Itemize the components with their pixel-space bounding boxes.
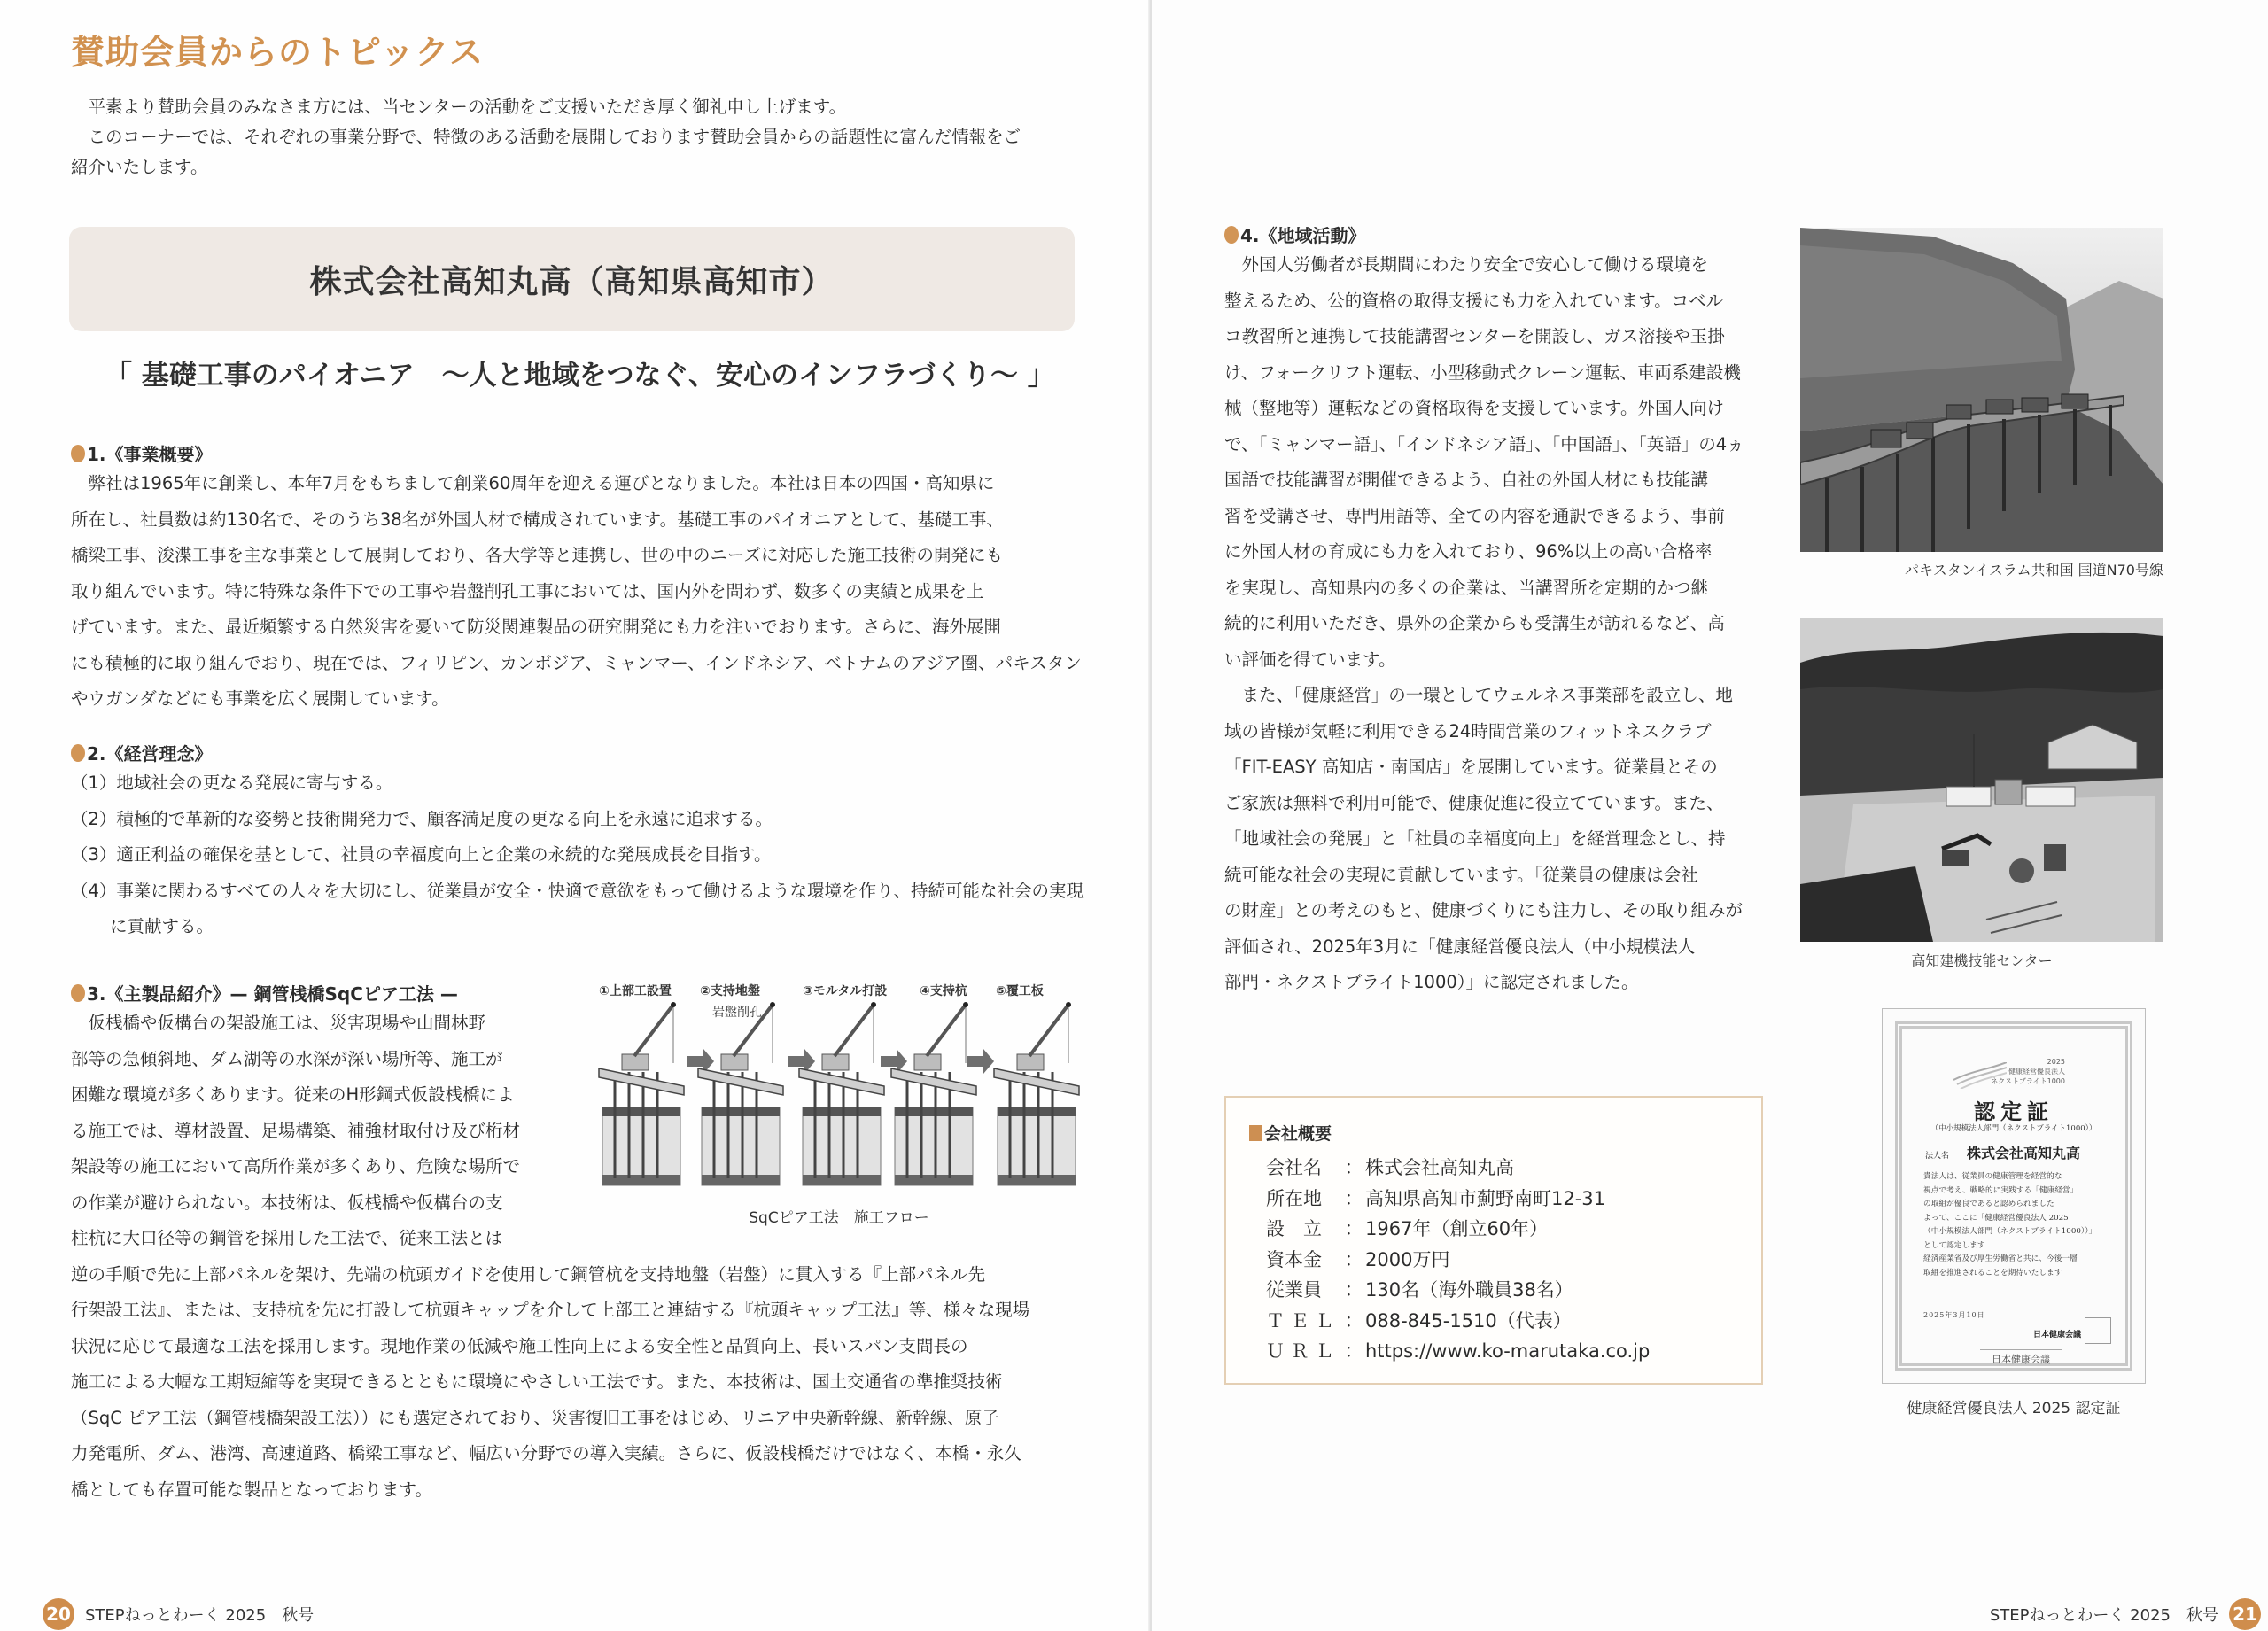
profile-value: 2000万円 [1365,1248,1450,1270]
logo-sub: ネクストブライト1000 [1991,1077,2065,1085]
body-line: 部等の急傾斜地、ダム湖等の水深が深い場所等、施工が [71,1048,503,1069]
flow-illustration-icon [595,1001,1083,1203]
body-line: 弊社は1965年に創業し、本年7月をもちまして創業60周年を迎える運びとなりました。本社は日本の四国・高知県に [88,473,995,493]
section-heading [71,740,1090,765]
company-banner [69,227,1075,331]
certificate-caption: 健康経営優良法人 2025 認定証 [1907,1400,2121,1417]
body-line: 状況に応じて最適な工法を採用します。現地作業の低減や施工性向上による安全性と品質向上、長いスパン支間長の [71,1335,968,1356]
profile-label: 設 立 [1266,1218,1322,1239]
body-line: げています。また、最近頻繁する自然災害を憂いて防災関連製品の研究開発にも力を注いでおります。さらに、海外展開 [71,617,1001,637]
profile-value: 株式会社高知丸高 [1365,1157,1514,1178]
body-line: 外国人労働者が長期間にわたり安全で安心して働ける環境を [1241,254,1709,275]
body-line: け、フォークリフト運転、小型移動式クレーン運転、車両系建設機 [1224,361,1741,383]
profile-row [1266,1245,1650,1276]
intro [71,92,1090,183]
profile-heading [1249,1121,1332,1145]
profile-value: 088-845-1510（代表） [1365,1309,1572,1332]
profile-list [1266,1153,1650,1367]
logo-title: 健康経営優良法人 [2008,1068,2065,1076]
certificate-date: 2025年3月10日 [1923,1311,1985,1319]
profile-colon: ： [1344,1218,1363,1239]
body-line: を実現し、高知県内の多くの企業は、当講習所を定期的かつ継 [1224,577,1709,598]
profile-row [1266,1184,1650,1215]
profile-row [1266,1214,1650,1245]
profile-colon: ： [1344,1248,1363,1270]
photo-caption: パキスタンイスラム共和国 国道N70号線 [1905,562,2163,579]
list-item: （3）適正利益の確保を基として、社員の幸福度向上と企業の永続的な発展成長を目指す。 [71,844,772,865]
profile-label: Ｕ Ｒ Ｌ [1266,1340,1334,1362]
company-name-heading: 株式会社高知丸高（高知県高知市） [309,263,835,300]
certificate-logo [1968,1057,2065,1086]
body-line: 施工による大幅な工期短縮等を実現できるとともに環境にやさしい工法です。また、本技術は、国土交通省の準推奨技術 [71,1371,1003,1392]
intro-line: このコーナーでは、それぞれの事業分野で、特徴のある活動を展開しております賛助会員からの話題性に富んだ情報をご [88,127,1021,147]
body-line: やウガンダなどにも事業を広く展開しています。 [71,688,449,709]
flow-step-label: ③モルタル打設 [803,984,888,998]
profile-value: 130名（海外職員38名） [1365,1279,1573,1301]
body-line: コ教習所と連携して技能講習センターを開設し、ガス溶接や玉掛 [1224,326,1725,346]
square-bullet-icon [1249,1125,1262,1141]
section-body-wide [71,1257,1090,1509]
training-center-photo-icon [1800,618,2163,942]
body-line: の作業が避けられない。本技術は、仮桟橋や仮構台の支 [71,1192,503,1213]
certificate-title: 認定証 [1974,1099,2054,1124]
intro-line: 平素より賛助会員のみなさま方には、当センターの活動をご支援いただき厚く御礼申し上げます。 [88,97,847,117]
body-line: い評価を得ています。 [1224,649,1396,670]
section-body [71,466,1090,718]
body-line: 「地域社会の発展」と「社員の幸福度向上」を経営理念とし、持 [1224,828,1726,849]
list-item: （2）積極的で革新的な姿勢と技術開発力で、顧客満足度の更なる向上を永遠に追求する。 [71,808,773,829]
bridge-photo [1800,228,2163,552]
section-heading-text: 2.《経営理念》 [87,743,213,765]
bullet-dot-icon [71,445,85,462]
flow-step-label: ⑤覆工板 [996,984,1044,998]
flow-caption: SqCピア工法 施工フロー [749,1209,929,1227]
section-body [1224,247,1791,1001]
bridge-photo-icon [1800,228,2163,552]
training-center-photo [1800,618,2163,942]
profile-label: 従業員 [1266,1279,1322,1301]
body-line: 「FIT-EASY 高知店・南国店」を展開しています。従業員とその [1224,757,1718,777]
certificate-name-row [1925,1142,2080,1162]
body-line: 架設等の施工において高所作業が多くあり、危険な場所で [71,1156,521,1177]
body-line: にも積極的に取り組んでおり、現在では、フィリピン、カンボジア、ミャンマー、インドネシア、ベトナムのアジア圏、パキスタン [71,652,1082,673]
body-line: 械（整地等）運転などの資格取得を支援しています。外国人向け [1224,398,1724,418]
profile-label: 所在地 [1266,1187,1322,1209]
page-number-badge: 21 [2229,1598,2261,1630]
intro-line: 紹介いたします。 [71,157,208,177]
profile-row [1266,1336,1650,1367]
body-line: 力発電所、ダム、港湾、高速道路、橋梁工事など、幅広い分野での導入実績。さらに、仮設桟橋だけではなく、本橋・永久 [71,1443,1021,1464]
body-line: 取り組んでいます。特に特殊な条件下での工事や岩盤削孔工事においては、国内外を問わず、数多くの実績と成果を上 [71,580,984,602]
body-line: 行架設工法』、または、支持杭を先に打設して杭頭キャップを介して上部工と連結する『杭頭キャップ工法』等、様々な現場 [71,1300,1030,1320]
bullet-dot-icon [1224,226,1239,244]
flow-step-label: ①上部工設置 [599,984,672,998]
bullet-dot-icon [71,744,85,762]
construction-flow-figure [595,982,1083,1239]
flow-sub-label: 岩盤削孔 [712,1006,762,1020]
certificate-content [1902,1029,2125,1363]
body-line: 所在し、社員数は約130名で、そのうち38名が外国人材で構成されています。基礎工事のパイオニアとして、基礎工事、 [71,509,1004,530]
issue-name: 秋号 [282,1606,315,1625]
profile-colon: ： [1344,1279,1363,1301]
flow-step-label: ④支持杭 [920,984,967,998]
profile-label: 資本金 [1266,1248,1322,1270]
body-line: 域の皆様が気軽に利用できる24時間営業のフィットネスクラブ [1224,720,1712,742]
body-line: 困難な環境が多くあります。従来のH形鋼式仮設桟橋によ [71,1084,515,1105]
publication-name: STEPねっとわーく 2025 [1989,1606,2171,1625]
profile-label: Ｔ Ｅ Ｌ [1266,1309,1334,1332]
footer-right [1990,1598,2261,1630]
profile-colon: ： [1344,1340,1363,1362]
profile-colon: ： [1344,1187,1363,1209]
certificate-body: 貴法人は、従業員の健康管理を経営的な 視点で考え、戦略的に実践する「健康経営」 の取組が優良であると認められました よって、ここに「健康経営優良法人 2025 （中小規模法人部門（ネクストブライト1000））」 として認定します 経済産業省及び厚生労働省と共に、今後一層 取組を推進されることを期待いたします [1923,1172,2097,1278]
body-line: 整えるため、公的資格の取得支援にも力を入れています。コベル [1224,290,1724,311]
philosophy-list [71,765,1090,945]
certificate-issuer: 日本健康会議 [2033,1331,2082,1340]
body-line: 続的に利用いただき、県外の企業からも受講生が訪れるなど、高 [1224,613,1725,633]
page-number-badge: 20 [43,1598,74,1630]
tagline: 「 基礎工事のパイオニア ～人と地域をつなぐ、安心のインフラづくり～ 」 [105,360,1055,392]
flow-step-labels [595,982,1083,1020]
certificate-image [1882,1008,2146,1384]
list-item: （4）事業に関わるすべての人々を大切にし、従業員が安全・快適で意欲をもって働けるような環境を作り、持続可能な社会の実現に貢献する。 [71,880,1084,936]
body-line: また、「健康経営」の一環としてウェルネス事業部を設立し、地 [1241,685,1733,705]
body-line: 習を受講させ、専門用語等、全ての内容を通訳できるよう、事前 [1224,505,1725,526]
seal-stamp-icon [2085,1317,2111,1344]
flow-step-label: ②支持地盤 [700,984,760,998]
profile-url[interactable]: https://www.ko-marutaka.co.jp [1365,1340,1651,1362]
body-line: 仮桟橋や仮構台の架設施工は、災害現場や山間林野 [88,1013,486,1033]
certificate-badge: 日本健康会議 [1980,1349,2062,1366]
profile-row [1266,1153,1650,1184]
section-heading-text: 3.《主製品紹介》— 鋼管桟橋SqCピア工法 — [87,983,458,1005]
body-line: 橋としても存置可能な製品となっております。 [71,1479,432,1500]
body-line: 部門・ネクストブライト1000）」に認定されました。 [1224,972,1639,992]
footer-left [43,1598,314,1630]
logo-year: 2025 [2047,1058,2065,1066]
certificate-subtitle: （中小規模法人部門（ネクストブライト1000）） [1930,1124,2097,1133]
photo-caption: 高知建機技能センター [1911,952,2053,969]
profile-row [1266,1306,1650,1337]
section-business-overview [71,440,1090,718]
body-line: 柱杭に大口径等の鋼管を採用した工法で、従来工法とは [71,1228,503,1248]
bullet-dot-icon [71,984,85,1002]
section-heading-text: 1.《事業概要》 [87,444,213,465]
profile-row [1266,1275,1650,1306]
section-body-narrow [71,1006,576,1257]
section-heading [71,440,1090,466]
profile-colon: ： [1344,1309,1363,1332]
section-philosophy [71,740,1090,945]
body-line: で、「ミャンマー語」、「インドネシア語」、「中国語」、「英語」の4ヵ [1224,433,1744,454]
profile-colon: ： [1344,1157,1363,1178]
body-line: の財産」との考えのもと、健康づくりにも注力し、その取り組みが [1224,900,1744,920]
certificate-name: 株式会社高知丸高 [1967,1145,2081,1161]
body-line: 続可能な社会の実現に貢献しています。「従業員の健康は会社 [1224,864,1698,885]
body-line: る施工では、導材設置、足場構築、補強材取付け及び桁材 [71,1120,521,1141]
profile-value: 高知県高知市薊野南町12-31 [1365,1187,1606,1209]
profile-value: 1967年（創立60年） [1365,1218,1549,1239]
profile-label: 会社名 [1266,1157,1322,1178]
profile-heading-text: 会社概要 [1264,1124,1332,1144]
company-profile-box [1224,1096,1763,1385]
list-item: （1）地域社会の更なる発展に寄与する。 [71,773,393,793]
issue-name: 秋号 [2186,1606,2218,1625]
body-line: ご家族は無料で利用可能で、健康促進に役立てています。また、 [1224,792,1724,813]
section-community-activities [1224,221,1791,1001]
body-line: 国語で技能講習が開催できるよう、自社の外国人材にも技能講 [1224,470,1709,490]
body-line: に外国人材の育成にも力を入れており、96%以上の高い合格率 [1224,541,1713,562]
body-line: 橋梁工事、浚渫工事を主な事業として展開しており、各大学等と連携し、世の中のニーズに対応した施工技術の開発にも [71,545,1004,565]
publication-name: STEPねっとわーく 2025 [85,1606,267,1625]
body-line: 評価され、2025年3月に「健康経営優良法人（中小規模法人 [1224,936,1696,957]
section-heading-text: 4.《地域活動》 [1240,225,1366,246]
body-line: 逆の手順で先に上部パネルを架け、先端の杭頭ガイドを使用して鋼管杭を支持地盤（岩盤）に貫入する『上部パネル先 [71,1263,986,1285]
body-line: （SqC ピア工法（鋼管桟橋架設工法））にも選定されており、災害復旧工事をはじめ、リニア中央新幹線、新幹線、原子 [71,1407,999,1428]
certificate-name-label: 法人名 [1925,1152,1950,1161]
section-title: 賛助会員からのトピックス [71,33,485,72]
section-heading [1224,221,1791,247]
